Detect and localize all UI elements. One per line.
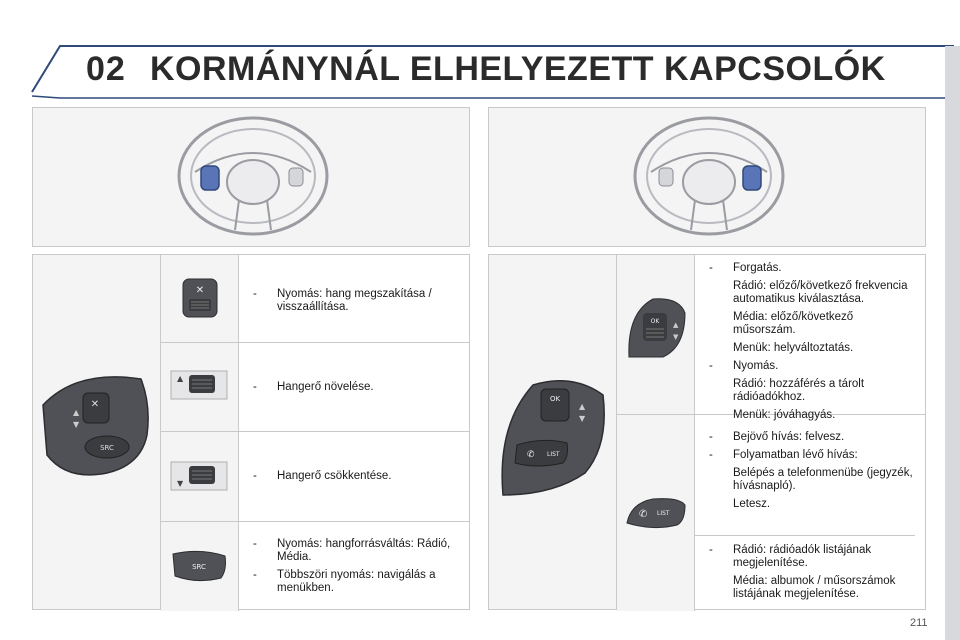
list-item: - Nyomás. bbox=[709, 360, 779, 372]
chapter-number: 02 bbox=[86, 50, 126, 88]
page-title: KORMÁNYNÁL ELHELYEZETT KAPCSOLÓK bbox=[150, 50, 886, 88]
volume-up-icon: ▲ bbox=[73, 408, 80, 417]
list-item: - Nyomás: hang megszakítása / visszaállítása. bbox=[253, 288, 432, 313]
row-text bbox=[253, 538, 459, 600]
volume-down-icon: ▼ bbox=[73, 420, 80, 429]
svg-text:▲: ▲ bbox=[177, 374, 184, 383]
volume-down-thumb bbox=[161, 432, 239, 521]
right-controls-panel bbox=[488, 254, 926, 610]
mute-button-thumb bbox=[161, 255, 239, 342]
svg-text:SRC: SRC bbox=[192, 563, 206, 571]
mute-symbol-icon: ✕ bbox=[90, 399, 100, 410]
sub-item: Média: előző/következő műsorszám. bbox=[733, 311, 854, 336]
svg-text:▼: ▼ bbox=[673, 333, 679, 341]
side-strip bbox=[945, 46, 960, 640]
control-row-phone-list bbox=[617, 415, 925, 611]
sub-item: Menük: jóváhagyás. bbox=[733, 409, 836, 421]
right-control-cluster-icon bbox=[493, 365, 613, 505]
volume-down-button-icon bbox=[167, 456, 233, 496]
steering-wheel-right-view bbox=[488, 107, 926, 247]
svg-text:▲: ▲ bbox=[673, 321, 679, 329]
phone-icon: ✆ bbox=[527, 450, 535, 460]
sub-item: Menük: helyváltoztatás. bbox=[733, 342, 854, 354]
row-text bbox=[253, 470, 459, 488]
row-text bbox=[709, 262, 915, 427]
left-control-cluster-image bbox=[33, 255, 161, 609]
ok-wheel-thumb bbox=[617, 255, 695, 414]
control-row-ok-wheel bbox=[617, 255, 925, 421]
right-control-cluster-image bbox=[489, 255, 617, 609]
sub-item: Rádió: előző/következő frekvencia automatikus kiválasztása. bbox=[733, 280, 908, 305]
phone-list-thumb bbox=[617, 415, 695, 611]
sub-item: Belépés a telefonmenübe (jegyzék, hívásnapló). bbox=[733, 467, 913, 492]
row-text bbox=[253, 288, 459, 319]
list-item: - Nyomás: hangforrásváltás: Rádió, Média. bbox=[253, 538, 451, 563]
list-item: - Hangerő csökkentése. bbox=[253, 470, 392, 482]
control-row-source bbox=[161, 522, 469, 611]
control-row-mute bbox=[161, 255, 469, 343]
src-button-icon bbox=[167, 546, 233, 586]
volume-up-button-icon bbox=[167, 365, 233, 405]
src-button-thumb bbox=[161, 522, 239, 611]
arrow-down-icon: ▼ bbox=[579, 414, 586, 423]
src-label-icon: SRC bbox=[100, 444, 114, 452]
list-item: - Folyamatban lévő hívás: bbox=[709, 449, 858, 461]
list-item: - Rádió: rádióadók listájának megjelenítése. bbox=[709, 544, 872, 569]
steering-wheel-left-view bbox=[32, 107, 470, 247]
sub-item: Média: albumok / műsorszámok listájának megjelenítése. bbox=[733, 575, 896, 600]
row-text bbox=[709, 431, 915, 516]
sub-item: Letesz. bbox=[733, 498, 771, 510]
list-item: - Többszöri nyomás: navigálás a menükben. bbox=[253, 569, 436, 594]
svg-text:OK: OK bbox=[650, 318, 660, 325]
svg-text:▼: ▼ bbox=[177, 479, 184, 488]
volume-up-thumb bbox=[161, 343, 239, 431]
arrow-up-icon: ▲ bbox=[579, 402, 586, 411]
left-control-cluster-icon bbox=[37, 365, 157, 495]
ok-label-icon: OK bbox=[549, 395, 561, 403]
list-item: - Hangerő növelése. bbox=[253, 381, 374, 393]
svg-text:✆: ✆ bbox=[639, 509, 648, 520]
control-row-volume-up bbox=[161, 343, 469, 432]
page-header bbox=[30, 40, 956, 102]
ok-wheel-button-icon bbox=[623, 293, 689, 363]
list-item: - Bejövő hívás: felvesz. bbox=[709, 431, 845, 443]
steering-wheel-icon bbox=[173, 114, 333, 242]
sub-item: Rádió: hozzáférés a tárolt rádióadókhoz. bbox=[733, 378, 865, 403]
svg-text:✕: ✕ bbox=[195, 285, 205, 296]
phone-list-button-icon bbox=[623, 493, 689, 533]
list-label-icon: LIST bbox=[547, 451, 560, 458]
svg-text:LIST: LIST bbox=[657, 510, 670, 517]
control-row-volume-down bbox=[161, 432, 469, 522]
row-text bbox=[253, 381, 459, 399]
list-item: - Forgatás. bbox=[709, 262, 782, 274]
row-text-list bbox=[695, 535, 915, 606]
mute-button-icon bbox=[167, 273, 233, 323]
page-number: 211 bbox=[910, 617, 928, 629]
steering-wheel-icon bbox=[629, 114, 789, 242]
left-controls-panel bbox=[32, 254, 470, 610]
